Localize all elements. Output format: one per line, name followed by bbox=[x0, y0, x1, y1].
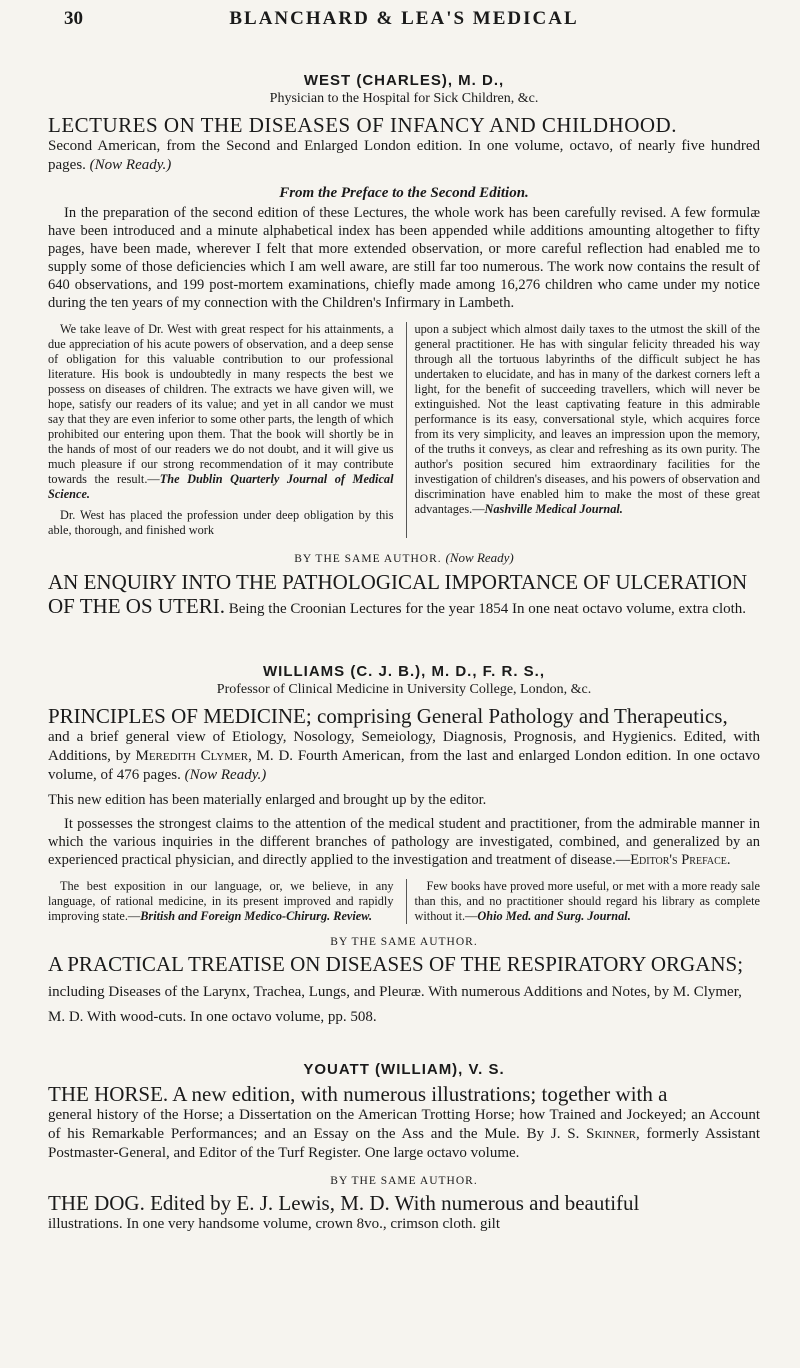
book-title-dog: THE DOG. Edited by E. J. Lewis, M. D. With numerous and beautiful bbox=[48, 1191, 640, 1215]
spacer bbox=[48, 619, 760, 663]
review-source: Nashville Medical Journal. bbox=[484, 502, 623, 516]
running-title: BLANCHARD & LEA'S MEDICAL bbox=[229, 8, 579, 29]
review-column-left bbox=[48, 879, 394, 924]
review-columns bbox=[48, 322, 760, 538]
youatt-entry bbox=[48, 1061, 760, 1234]
page-number: 30 bbox=[64, 8, 83, 29]
book-description: and a brief general view of Etiology, Nosology, Semeiology, Diagnosis, Prognosis, and Hygienics. Edited, with Additions, by Meredith Clymer, M. D. Fourth American, from the last and enlarged London edition. In one octavo volume, of 476 pages. (Now Ready.) bbox=[48, 729, 760, 783]
review-column-left bbox=[48, 322, 394, 538]
book-description: illustrations. In one very handsome volume, crown 8vo., crimson cloth. gilt bbox=[48, 1216, 501, 1232]
review-quote: Few books have proved more useful, or met with a more ready sale than this, and no practitioner should regard his library as complete without it.—Ohio Med. and Surg. Journal. bbox=[414, 879, 760, 923]
review-source: Ohio Med. and Surg. Journal. bbox=[477, 909, 631, 923]
book-description: general history of the Horse; a Dissertation on the American Trotting Horse; how Trained and Jockeyed; an Account of his Remarkable Performances; and an Essay on the Ass and the Mule. By J. S. Skinner, formerly Assistant Postmaster-General, and Editor of the Turf Register. One large octavo volume. bbox=[48, 1107, 760, 1161]
book-description: Second American, from the Second and Enlarged London edition. In one volume, octavo, of nearly five hundred pages. (Now Ready.) bbox=[48, 138, 760, 173]
review-source: Editor's Preface. bbox=[630, 852, 731, 868]
editor-name: J. S. Skinner bbox=[550, 1126, 637, 1142]
edition-note: This new edition has been materially enlarged and brought up by the editor. bbox=[48, 792, 487, 808]
book-title-text: LECTURES ON THE DISEASES OF INFANCY AND CHILDHOOD. bbox=[48, 113, 677, 137]
author-heading: WEST (CHARLES), M. D., bbox=[303, 72, 505, 89]
book-title-principles: PRINCIPLES OF MEDICINE; comprising General Pathology and Therapeutics, bbox=[48, 704, 728, 728]
book-title-enquiry: AN ENQUIRY INTO THE PATHOLOGICAL IMPORTANCE OF ULCERATION OF THE OS UTERI. Being the Croonian Lectures for the year 1854 In one neat octavo volume, extra cloth. bbox=[48, 570, 748, 618]
book-title-horse: THE HORSE. A new edition, with numerous illustrations; together with a bbox=[48, 1082, 668, 1106]
ready-notice: (Now Ready.) bbox=[89, 157, 172, 173]
review-quote: Dr. West has placed the profession under deep obligation by this able, thorough, and finished work bbox=[48, 508, 394, 537]
running-header bbox=[48, 0, 760, 48]
review-quote: upon a subject which almost daily taxes to the utmost the skill of the general practitioner. He has with singular felicity threaded his way through all the tortuous labyrinths of the difficult subject he has undertaken to elucidate, and has in many of the darkest corners left a light, for the benefit of succeeding travellers, which will never be extinguished. Not the least captivating feature in this admirable performance is its easy, conversational style, which acquires force from its very simplicity, and leaves an impression upon the memory, of the truths it conveys, as clear and refreshing as its own purity. The author's position secured him extraordinary facilities for the investigation of children's diseases, and his powers of observation and discrimination have enabled him to make the most of these great advantages.—Nashville Medical Journal. bbox=[414, 322, 760, 516]
review-quote: The best exposition in our language, or, we believe, in any language, of rational medicine, in its present improved and rapidly improving state.—British and Foreign Medico-Chirurg. Review. bbox=[48, 879, 394, 923]
review-columns bbox=[48, 879, 760, 924]
author-position: Professor of Clinical Medicine in University College, London, &c. bbox=[216, 682, 592, 697]
book-description: including Diseases of the Larynx, Trachea, Lungs, and Pleuræ. With numerous Additions and Notes, by M. Clymer, M. D. With wood-cuts. In one octavo volume, pp. 508. bbox=[48, 984, 742, 1025]
preface-heading: From the Preface to the Second Edition. bbox=[279, 185, 529, 201]
preface-text: In the preparation of the second edition of these Lectures, the whole work has been carefully revised. A few formulæ have been introduced and a minute alphabetical index has been appended while additions amounting altogether to fifty pages, have been made, wherever I felt that more extended observation, or more careful reflection had enabled me to supply some of those deficiencies which I am well aware, are still far too numerous. The work now contains the result of 640 observations, and 199 post-mortem examinations, chiefly made among 16,276 children who came under my notice during the ten years of my connection with the Children's Infirmary in Lambeth. bbox=[48, 205, 760, 311]
author-position: Physician to the Hospital for Sick Children, &c. bbox=[269, 91, 539, 106]
review-source: The Dublin Quarterly Journal of Medical Science. bbox=[48, 472, 394, 501]
by-same-author-line: BY THE SAME AUTHOR. bbox=[330, 1175, 478, 1187]
book-title-lectures bbox=[48, 113, 760, 137]
review-quote: We take leave of Dr. West with great respect for his attainments, a due appreciation of his acute powers of observation, and a deep sense of obligation for this valuable contribution to our professional literature. His book is undoubtedly in many respects the best we possess on diseases of children. The extracts we have given will, we hope, satisfy our readers of its value; and yet in all candor we must say that they are even inferior to some other parts, the length of which prohibited our entering upon them. That the book will shortly be in the hands of most of our readers we do not doubt, and it will give us much pleasure if our strong recommendation of it may contribute towards the result.—The Dublin Quarterly Journal of Medical Science. bbox=[48, 322, 394, 501]
book-title-treatise: A PRACTICAL TREATISE ON DISEASES OF THE RESPIRATORY ORGANS; including Diseases of the Larynx, Trachea, Lungs, and Pleuræ. With numerous Additions and Notes, by M. Clymer, M. D. With wood-cuts. In one octavo volume, pp. 508. bbox=[48, 952, 744, 1025]
review-column-right bbox=[406, 879, 761, 924]
author-heading: YOUATT (WILLIAM), V. S. bbox=[303, 1061, 505, 1078]
book-description: Being the Croonian Lectures for the year 1854 In one neat octavo volume, extra cloth. bbox=[224, 601, 747, 617]
editor-name: Meredith Clymer bbox=[135, 748, 249, 764]
west-entry bbox=[48, 72, 760, 619]
williams-entry bbox=[48, 663, 760, 1027]
by-same-author-line: BY THE SAME AUTHOR. bbox=[330, 936, 478, 948]
author-heading: WILLIAMS (C. J. B.), M. D., F. R. S., bbox=[263, 663, 545, 680]
editor-preface-quote: It possesses the strongest claims to the attention of the medical student and practitioner, from the admirable manner in which the various inquiries in the different branches of pathology are investigated, combined, and generalized by an experienced practical physician, and directly applied to the investigation and treatment of disease.—Editor's Preface. bbox=[48, 816, 760, 868]
ready-notice: (Now Ready.) bbox=[184, 767, 267, 783]
by-same-author-line: BY THE SAME AUTHOR. (Now Ready) bbox=[294, 550, 514, 565]
spacer bbox=[48, 1027, 760, 1061]
ready-notice: (Now Ready) bbox=[445, 550, 514, 565]
review-column-right bbox=[406, 322, 761, 538]
review-source: British and Foreign Medico-Chirurg. Review. bbox=[140, 909, 373, 923]
